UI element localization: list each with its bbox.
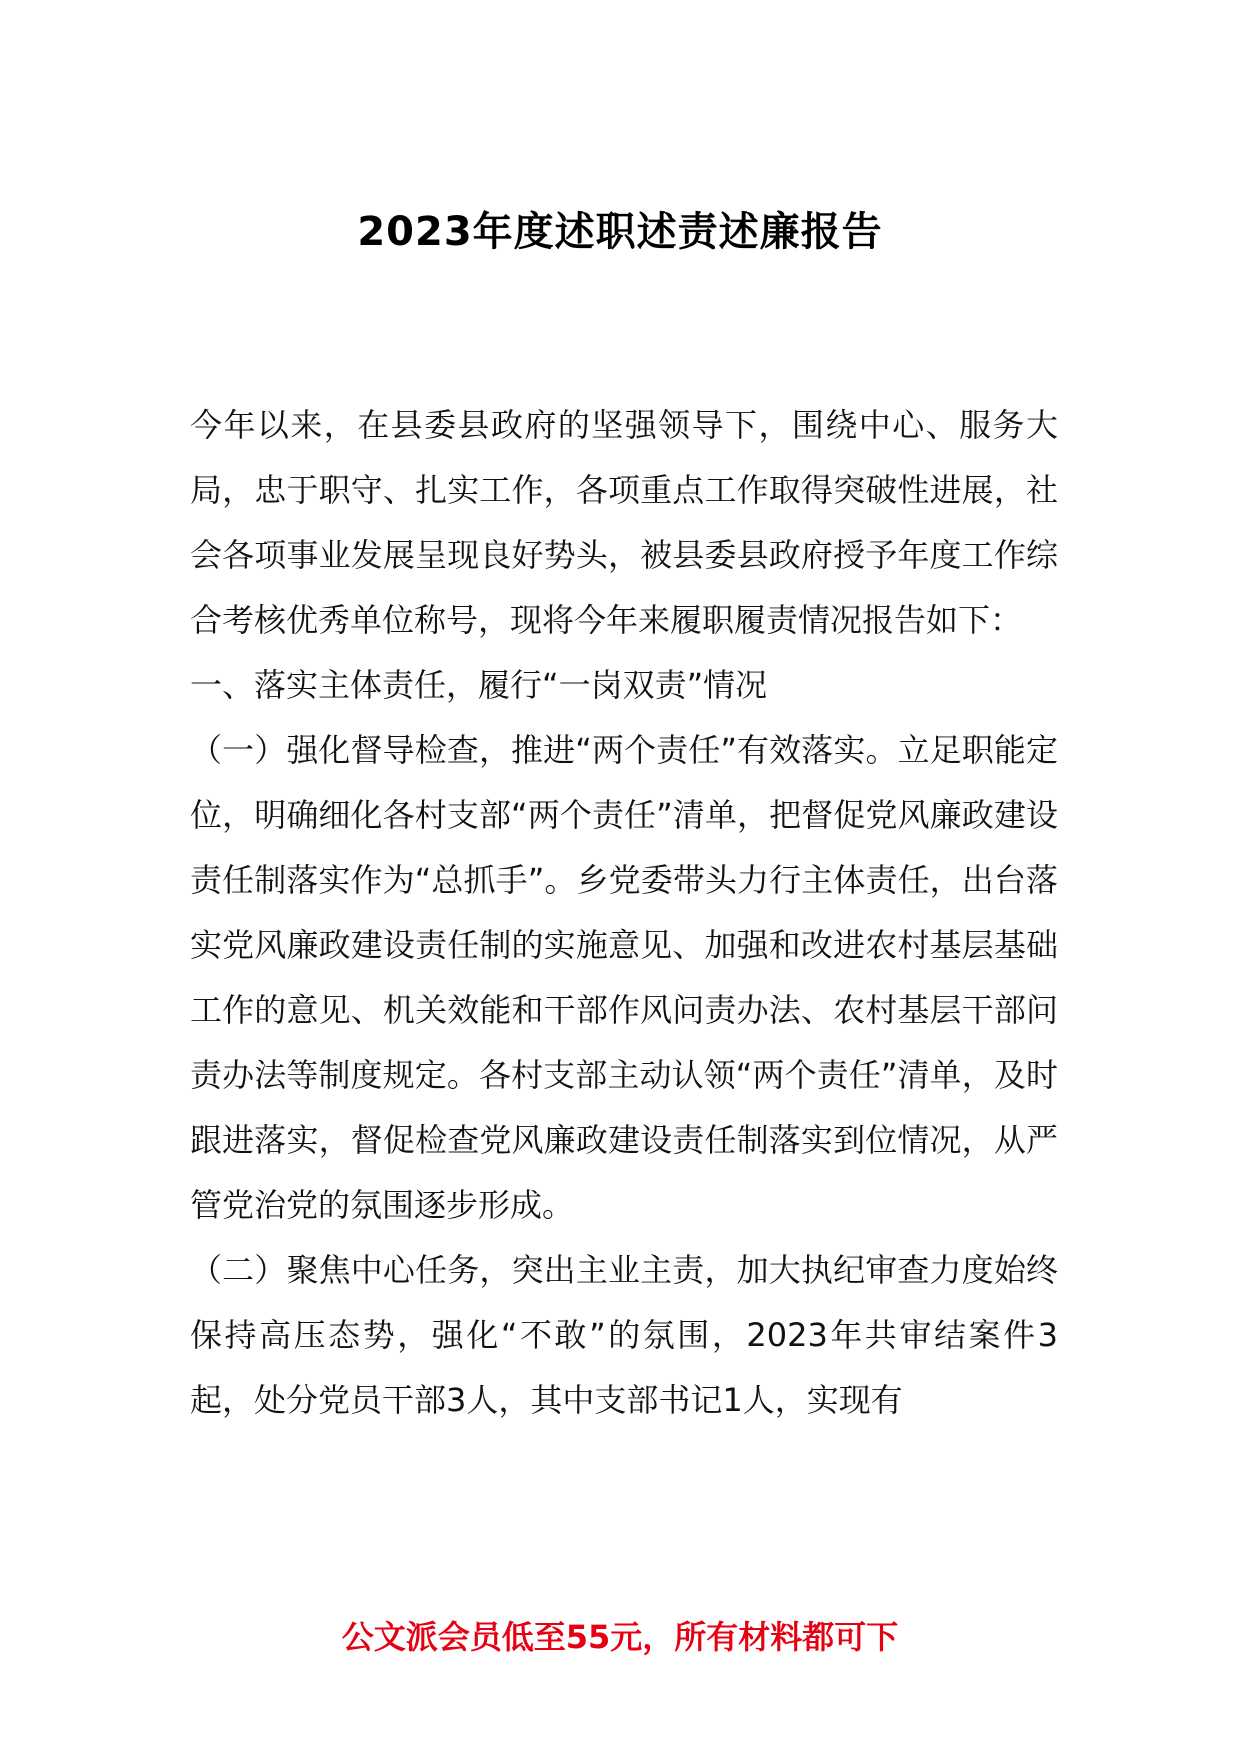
promo-banner-text: 公文派会员低至55元，所有材料都可下 <box>341 1618 899 1656</box>
document-title: 2023年度述职述责述廉报告 <box>357 209 883 255</box>
paragraph-subsection-1: （一）强化督导检查，推进“两个责任”有效落实。立足职能定位，明确细化各村支部“两个责任”清单，把督促党风廉政建设责任制落实作为“总抓手”。乡党委带头力行主体责任，出台落实党风廉政建设责任制的实施意见、加强和改进农村基层基础工作的意见、机关效能和干部作风问责办法、农村基层干部问责办法等制度规定。各村支部主动认领“两个责任”清单，及时跟进落实，督促检查党风廉政建设责任制落实到位情况，从严管党治党的氛围逐步形成。 <box>190 731 1058 1224</box>
section-heading-1: 一、落实主体责任，履行“一岗双责”情况 <box>190 666 768 704</box>
document-body <box>190 393 1058 1433</box>
paragraph-subsection-2: （二）聚焦中心任务，突出主业主责，加大执纪审查力度始终保持高压态势，强化“不敢”的氛围，2023年共审结案件3起，处分党员干部3人，其中支部书记1人，实现有 <box>190 1251 1058 1419</box>
paragraph-intro: 今年以来，在县委县政府的坚强领导下，围绕中心、服务大局，忠于职守、扎实工作，各项重点工作取得突破性进展，社会各项事业发展呈现良好势头，被县委县政府授予年度工作综合考核优秀单位称号，现将今年来履职履责情况报告如下： <box>190 406 1058 639</box>
